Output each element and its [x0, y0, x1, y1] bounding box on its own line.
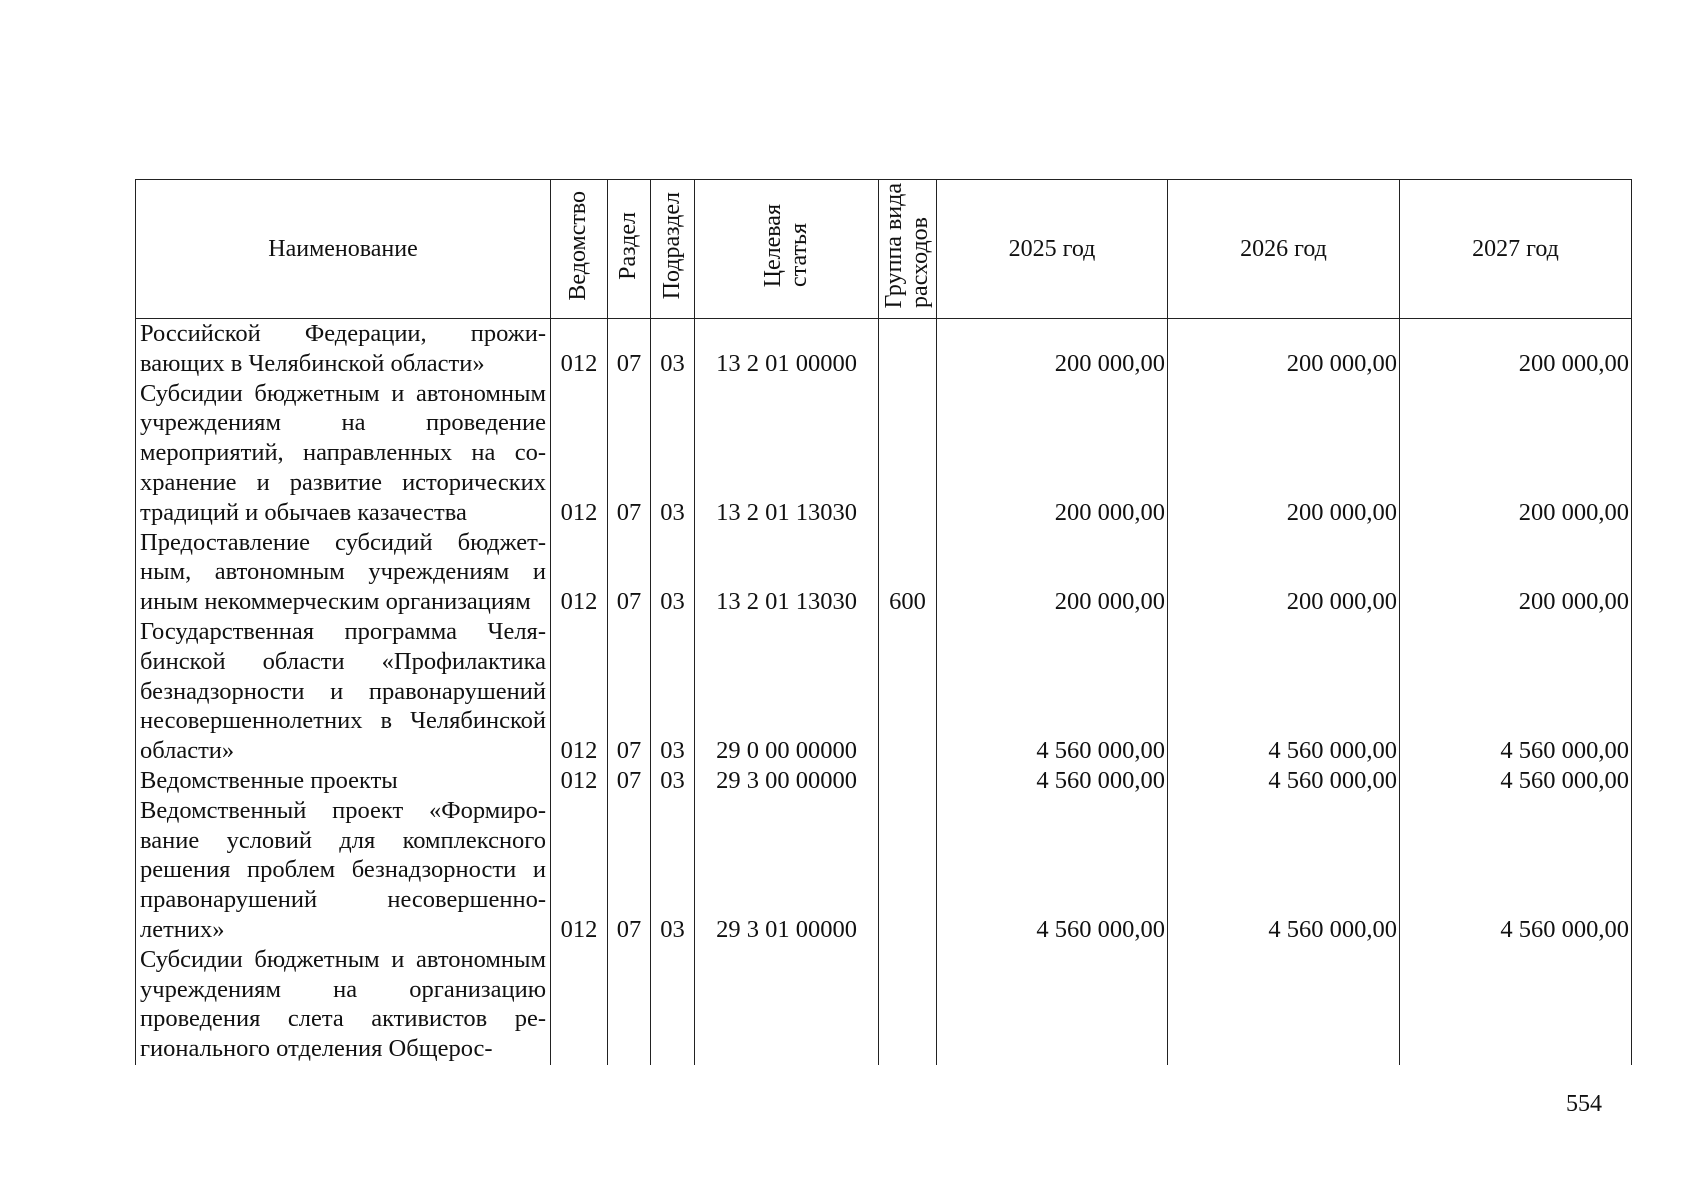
row-2027	[1400, 945, 1632, 1065]
row-2026: 200 000,00	[1168, 319, 1400, 379]
row-subsection: 03	[651, 796, 695, 945]
table-row	[136, 528, 1632, 617]
header-dept-label: Ведомство	[565, 190, 592, 301]
row-name: Российской Федерации, проживающих в Челябинской области»	[136, 319, 551, 379]
row-2027: 200 000,00	[1400, 379, 1632, 528]
row-dept: 012	[551, 766, 608, 796]
table-header-row	[136, 180, 1632, 319]
row-group	[879, 617, 937, 766]
row-2026	[1168, 945, 1400, 1065]
header-dept	[551, 180, 608, 319]
row-item: 29 3 00 00000	[695, 766, 879, 796]
header-section	[608, 180, 651, 319]
header-name: Наименование	[136, 180, 551, 319]
row-item: 29 0 00 00000	[695, 617, 879, 766]
header-group-line1: Группа вида	[881, 182, 908, 309]
row-2025: 4 560 000,00	[937, 796, 1168, 945]
row-dept: 012	[551, 319, 608, 379]
table-body	[136, 319, 1632, 1065]
row-subsection	[651, 945, 695, 1065]
row-2027: 4 560 000,00	[1400, 617, 1632, 766]
header-2026: 2026 год	[1168, 180, 1400, 319]
row-2025: 4 560 000,00	[937, 766, 1168, 796]
row-name: Субсидии бюджетным и автономным учреждениям на проведение мероприятий, направленных на сохранение и развитие исторических традиций и обычаев казачества	[136, 379, 551, 528]
row-section: 07	[608, 766, 651, 796]
header-group	[879, 180, 937, 319]
header-item	[695, 180, 879, 319]
header-subsection	[651, 180, 695, 319]
row-item: 13 2 01 13030	[695, 379, 879, 528]
row-group	[879, 379, 937, 528]
row-name: Предоставление субсидий бюджетным, автономным учреждениям и иным некоммерческим организациям	[136, 528, 551, 617]
table-row	[136, 766, 1632, 796]
page-number: 554	[1566, 1091, 1602, 1117]
budget-table	[135, 179, 1632, 1065]
row-2026: 200 000,00	[1168, 379, 1400, 528]
table-row	[136, 319, 1632, 379]
row-subsection: 03	[651, 617, 695, 766]
header-2025: 2025 год	[937, 180, 1168, 319]
row-section: 07	[608, 617, 651, 766]
row-dept: 012	[551, 796, 608, 945]
table-row	[136, 945, 1632, 1065]
row-item: 29 3 01 00000	[695, 796, 879, 945]
row-dept: 012	[551, 617, 608, 766]
row-item: 13 2 01 13030	[695, 528, 879, 617]
row-name: Субсидии бюджетным и автономным учреждениям на организацию проведения слета активистов регионального отделения Общерос-	[136, 945, 551, 1065]
row-dept	[551, 945, 608, 1065]
row-section: 07	[608, 796, 651, 945]
header-section-label: Раздел	[615, 211, 642, 280]
row-subsection: 03	[651, 528, 695, 617]
row-2026: 4 560 000,00	[1168, 796, 1400, 945]
row-name: Государственная программа Челябинской области «Профилактика безнадзорности и правонарушений несовершеннолетних в Челябинской области»	[136, 617, 551, 766]
row-item: 13 2 01 00000	[695, 319, 879, 379]
row-2025: 200 000,00	[937, 379, 1168, 528]
table-row	[136, 379, 1632, 528]
row-dept: 012	[551, 528, 608, 617]
row-2025: 200 000,00	[937, 528, 1168, 617]
row-subsection: 03	[651, 319, 695, 379]
table-row	[136, 617, 1632, 766]
header-group-line2: расходов	[906, 217, 933, 309]
row-section	[608, 945, 651, 1065]
row-2027: 200 000,00	[1400, 528, 1632, 617]
row-subsection: 03	[651, 766, 695, 796]
header-item-line1: Целевая	[760, 203, 787, 288]
row-2026: 4 560 000,00	[1168, 617, 1400, 766]
row-2025: 4 560 000,00	[937, 617, 1168, 766]
row-dept: 012	[551, 379, 608, 528]
row-section: 07	[608, 379, 651, 528]
header-2027: 2027 год	[1400, 180, 1632, 319]
row-group	[879, 796, 937, 945]
row-group	[879, 766, 937, 796]
row-subsection: 03	[651, 379, 695, 528]
row-name: Ведомственные проекты	[136, 766, 551, 796]
row-2025: 200 000,00	[937, 319, 1168, 379]
row-2026: 200 000,00	[1168, 528, 1400, 617]
header-item-line2: статья	[785, 223, 812, 288]
row-2027: 4 560 000,00	[1400, 766, 1632, 796]
row-2027: 200 000,00	[1400, 319, 1632, 379]
row-2027: 4 560 000,00	[1400, 796, 1632, 945]
row-2025	[937, 945, 1168, 1065]
row-group: 600	[879, 528, 937, 617]
table-row	[136, 796, 1632, 945]
row-item	[695, 945, 879, 1065]
row-group	[879, 945, 937, 1065]
header-subsection-label: Подраздел	[658, 191, 685, 300]
row-name: Ведомственный проект «Формирование условий для комплексного решения проблем безнадзорности и правонарушений несовершеннолетних»	[136, 796, 551, 945]
row-2026: 4 560 000,00	[1168, 766, 1400, 796]
row-group	[879, 319, 937, 379]
row-section: 07	[608, 319, 651, 379]
row-section: 07	[608, 528, 651, 617]
